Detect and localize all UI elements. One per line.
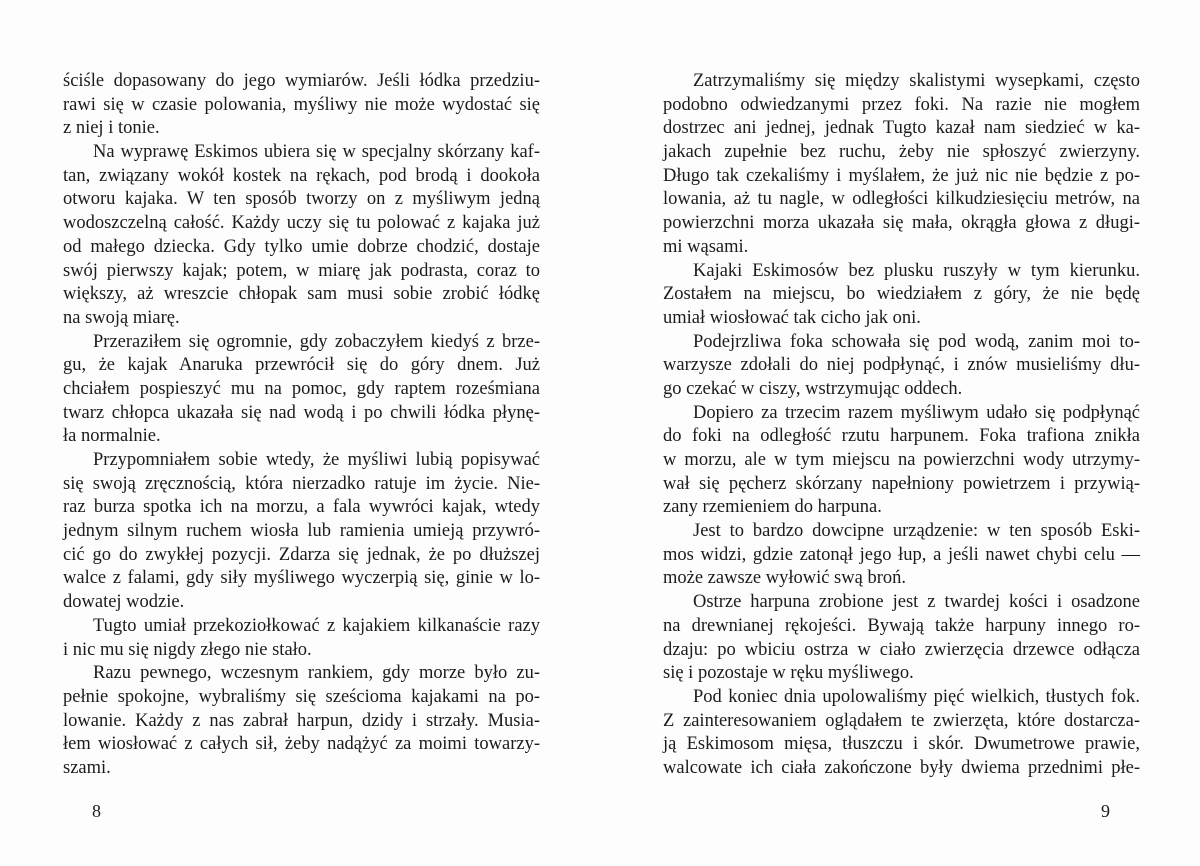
text-line: od małego dziecka. Gdy tylko umie dobrze chodzić, dostaje [63, 236, 540, 257]
text-line: Długo tak czekaliśmy i myślałem, że już nic nie będzie z po- [663, 165, 1140, 186]
text-line: na drewnianej rękojeści. Bywają także harpuny innego ro- [663, 615, 1140, 636]
text-line: do foki na odległość rzutu harpunem. Foka trafiona znikła [663, 426, 1140, 447]
text-line: ją Eskimosom mięsa, tłuszczu i skór. Dwumetrowe prawie, [663, 734, 1140, 755]
text-line: Podejrzliwa foka schowała się pod wodą, zanim moi to- [693, 331, 1140, 352]
text-line: go czekać w ciszy, wstrzymując oddech. [663, 378, 963, 399]
text-line: Dopiero za trzecim razem myśliwym udało się podpłynąć [693, 402, 1140, 423]
text-line: Razu pewnego, wczesnym rankiem, gdy morze było zu- [93, 663, 540, 684]
text-line: rawi się w czasie polowania, myśliwy nie może wydostać się [63, 94, 540, 115]
text-line: Ostrze harpuna zrobione jest z twardej kości i osadzone [693, 592, 1140, 613]
text-line: Tugto umiał przekoziołkować z kajakiem kilkanaście razy [93, 615, 540, 636]
text-line: gu, że kajak Anaruka przewrócił się do góry dnem. Już [63, 355, 540, 376]
text-line: jednym silnym ruchem wiosła lub ramienia umieją przywró- [63, 521, 540, 542]
text-line: powierzchni morza ukazała się mała, okrągła głowa z długi- [663, 213, 1140, 234]
text-line: Zostałem na miejscu, bo wiedziałem z góry, że nie będę [663, 284, 1140, 305]
text-line: ła normalnie. [63, 426, 161, 447]
text-line: mi wąsami. [663, 236, 749, 257]
page-number-right: 9 [1101, 801, 1110, 821]
page-left-text-column [63, 70, 540, 781]
text-line: cić go do zwykłej pozycji. Zdarza się jednak, że po dłuższej [63, 544, 540, 565]
text-line: walce z falami, gdy siły myśliwego wyczerpią się, ginie w lo- [63, 568, 540, 589]
page-right-text-column [663, 70, 1140, 781]
text-line: łem wiosłować z całych sił, żeby nadążyć za moimi towarzy- [63, 734, 540, 755]
text-line: Przeraziłem się ogromnie, gdy zobaczyłem kiedyś z brze- [93, 331, 540, 352]
text-line: pełnie spokojne, wybraliśmy się sześcioma kajakami na po- [63, 686, 540, 707]
text-line: zany rzemieniem do harpuna. [663, 497, 882, 518]
text-line: ściśle dopasowany do jego wymiarów. Jeśli łódka przedziu- [63, 71, 540, 91]
text-line: szami. [63, 757, 111, 778]
text-line: Z zainteresowaniem oglądałem te zwierzęta, które dostarcza- [663, 710, 1140, 731]
text-line: Kajaki Eskimosów bez plusku ruszyły w tym kierunku. [693, 260, 1140, 281]
text-line: dzaju: po wbiciu ostrza w ciało zwierzęcia drzewce odłącza [663, 639, 1140, 660]
text-line: się swoją zręcznością, która nierzadko ratuje im życie. Nie- [63, 473, 540, 494]
text-line: Na wyprawę Eskimos ubiera się w specjalny skórzany kaf- [93, 142, 540, 163]
text-line: dostrzec ani jednej, jednak Tugto kazał nam siedzieć w ka- [663, 118, 1140, 139]
text-line: może zawsze wyłowić swą broń. [663, 568, 906, 589]
text-line: większy, aż wreszcie chłopak sam musi sobie zrobić łódkę [63, 284, 540, 305]
text-line: wał się pęcherz skórzany napełniony powietrzem i przywią- [663, 473, 1140, 494]
text-line: dowatej wodzie. [63, 592, 185, 613]
text-line: walcowate ich ciała zakończone były dwiema przednimi płe- [663, 757, 1140, 778]
text-line: podobno odwiedzanymi przez foki. Na razie nie mogłem [663, 94, 1140, 115]
text-line: lowania, aż tu nagle, w odległości kilkudziesięciu metrów, na [663, 189, 1140, 210]
text-line: raz burza spotka ich na morzu, a fala wywróci kajak, wtedy [63, 497, 540, 518]
page-number-left: 8 [92, 801, 101, 821]
text-line: się i pozostaje w ręku myśliwego. [663, 663, 914, 684]
text-line: Jest to bardzo dowcipne urządzenie: w ten sposób Eski- [693, 521, 1140, 542]
text-line: otworu kajaka. W ten sposób tworzy on z myśliwym jedną [63, 189, 540, 210]
text-line: i nic mu się nigdy złego nie stało. [63, 639, 312, 660]
text-line: swój pierwszy kajak; potem, w miarę jak podrasta, coraz to [63, 260, 540, 281]
text-line: warzysze zdołali do niej podpłynąć, i znów musieliśmy dłu- [663, 355, 1140, 376]
text-line: Przypomniałem sobie wtedy, że myśliwi lubią popisywać [93, 450, 540, 470]
text-line: na swoją miarę. [63, 307, 180, 328]
text-line: Zatrzymaliśmy się między skalistymi wysepkami, często [693, 71, 1140, 91]
text-line: tan, związany wokół kostek na rękach, pod brodą i dookoła [63, 165, 540, 186]
text-line: lowanie. Każdy z nas zabrał harpun, dzidy i strzały. Musia- [63, 710, 540, 731]
text-line: wodoszczelną całość. Każdy uczy się tu polować z kajaka już [63, 213, 540, 234]
text-line: twarz chłopca ukazała się nad wodą i po chwili łódka płynę- [63, 402, 540, 423]
text-line: Pod koniec dnia upolowaliśmy pięć wielkich, tłustych fok. [693, 686, 1140, 707]
text-line: z niej i tonie. [63, 118, 160, 139]
text-line: w morzu, ale w tym miejscu na powierzchni wody utrzymy- [663, 450, 1140, 470]
text-line: jakach zupełnie bez ruchu, żeby nie spłoszyć zwierzyny. [663, 142, 1140, 163]
text-line: mos widzi, gdzie zatonął jego łup, a jeśli nawet chybi celu — [663, 544, 1140, 565]
text-line: chciałem pospieszyć mu na pomoc, gdy raptem roześmiana [63, 378, 540, 399]
text-line: umiał wiosłować tak cicho jak oni. [663, 307, 921, 328]
